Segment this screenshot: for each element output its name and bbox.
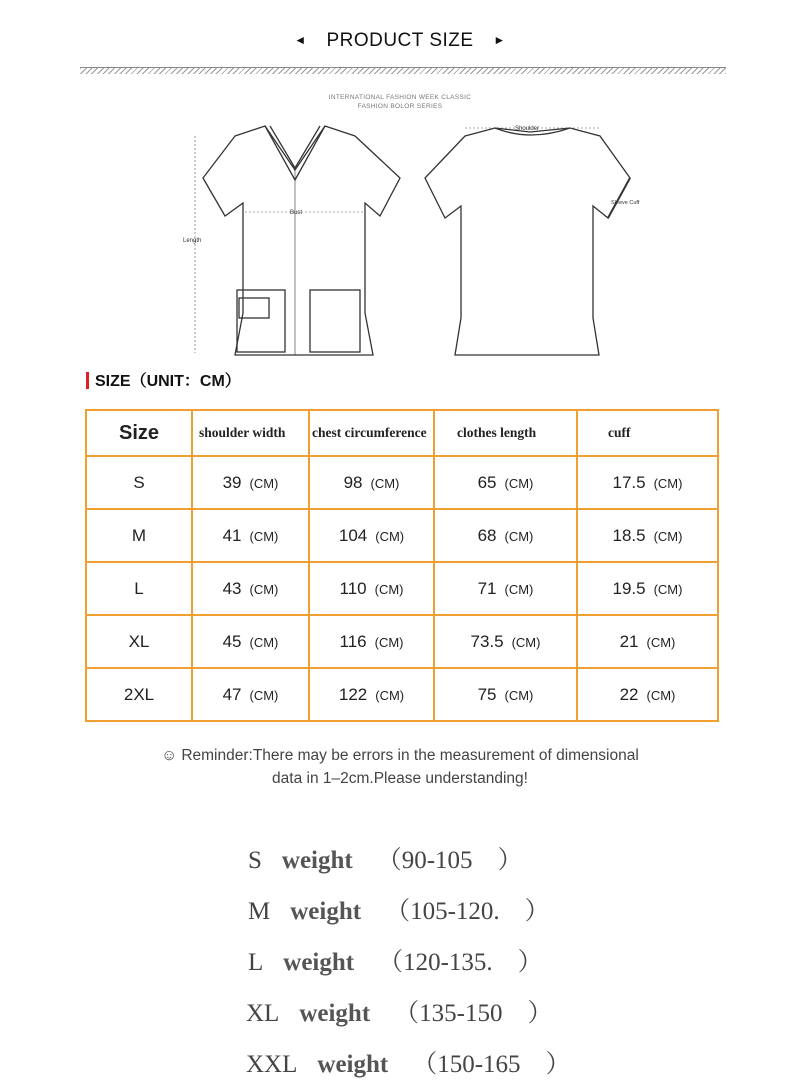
cuff-cell bbox=[577, 509, 718, 562]
header-chest-circumference: chest circumference bbox=[309, 410, 434, 456]
shoulder-width-cell bbox=[192, 509, 309, 562]
sleeve-cuff-label: Sleeve Cuff bbox=[611, 200, 640, 206]
weight-size: XL bbox=[246, 1000, 280, 1027]
chest-circumference-cell bbox=[309, 615, 434, 668]
smiley-icon: ☺ bbox=[161, 747, 178, 764]
red-marker bbox=[86, 372, 89, 389]
cuff-cell bbox=[577, 615, 718, 668]
weight-row bbox=[246, 993, 552, 1033]
measurement-value: 68 bbox=[477, 525, 497, 545]
weight-size: M bbox=[248, 898, 271, 925]
clothes-length-cell bbox=[434, 668, 577, 721]
header-cuff: cuff bbox=[577, 410, 718, 456]
weight-label: weight bbox=[290, 898, 362, 925]
header-shoulder-width: shoulder width bbox=[192, 410, 309, 456]
unit-label: (CM) bbox=[504, 687, 534, 703]
shoulder-width-cell bbox=[192, 562, 309, 615]
unit-label: (CM) bbox=[375, 528, 405, 544]
chest-circumference-cell bbox=[309, 456, 434, 509]
table-row bbox=[86, 668, 718, 721]
unit-label: (CM) bbox=[511, 634, 541, 650]
measurement-value: 47 bbox=[222, 684, 242, 704]
size-cell: S bbox=[86, 456, 192, 509]
size-cell: M bbox=[86, 509, 192, 562]
product-size-header bbox=[0, 30, 800, 52]
measurement-value: 65 bbox=[477, 472, 497, 492]
clothes-length-cell bbox=[434, 509, 577, 562]
table-row bbox=[86, 562, 718, 615]
unit-label: (CM) bbox=[374, 581, 404, 597]
shoulder-width-cell bbox=[192, 668, 309, 721]
measurement-value: 116 bbox=[339, 631, 367, 651]
weight-range: （105-120. ） bbox=[385, 898, 550, 925]
weight-size: XXL bbox=[246, 1051, 298, 1078]
measurement-value: 41 bbox=[222, 525, 242, 545]
chest-circumference-cell bbox=[309, 562, 434, 615]
weight-label: weight bbox=[281, 847, 353, 874]
measurement-value: 21 bbox=[619, 631, 639, 651]
measurement-value: 19.5 bbox=[612, 578, 646, 598]
weight-label: weight bbox=[299, 1000, 371, 1027]
unit-label: (CM) bbox=[375, 687, 405, 703]
page-title: PRODUCT SIZE bbox=[326, 30, 474, 51]
unit-label: (CM) bbox=[249, 634, 279, 650]
measurement-value: 22 bbox=[619, 684, 639, 704]
sketch-caption-line2: FASHION BOLOR SERIES bbox=[357, 103, 443, 110]
chest-circumference-cell bbox=[309, 668, 434, 721]
cuff-cell bbox=[577, 562, 718, 615]
unit-label: (CM) bbox=[504, 475, 534, 491]
clothes-length-cell bbox=[434, 615, 577, 668]
unit-label: (CM) bbox=[249, 528, 279, 544]
measurement-value: 43 bbox=[222, 578, 242, 598]
unit-label: (CM) bbox=[249, 581, 279, 597]
reminder-line1: Reminder:There may be errors in the measurement of dimensional bbox=[181, 747, 639, 764]
weight-range: （135-150 ） bbox=[394, 1000, 553, 1027]
measurement-value: 73.5 bbox=[470, 631, 504, 651]
size-section-title-text: SIZE（UNIT：CM） bbox=[95, 373, 241, 390]
sketch-caption-line1: INTERNATIONAL FASHION WEEK CLASSIC bbox=[328, 94, 472, 101]
measurement-value: 17.5 bbox=[612, 472, 646, 492]
weight-size: S bbox=[248, 847, 262, 874]
weight-row bbox=[248, 891, 550, 931]
weight-range: （90-105 ） bbox=[376, 847, 523, 874]
measurement-value: 71 bbox=[477, 578, 497, 598]
size-cell: L bbox=[86, 562, 192, 615]
measurement-value: 75 bbox=[477, 684, 497, 704]
back-view bbox=[425, 128, 630, 355]
weight-row bbox=[248, 942, 543, 982]
unit-label: (CM) bbox=[653, 528, 683, 544]
right-arrow-icon: ► bbox=[493, 33, 506, 47]
reminder-line2: data in 1–2cm.Please understanding! bbox=[272, 770, 528, 787]
table-row bbox=[86, 456, 718, 509]
size-cell: XL bbox=[86, 615, 192, 668]
bust-label: Bust bbox=[290, 210, 303, 216]
weight-row bbox=[248, 840, 523, 880]
garment-diagram bbox=[175, 118, 655, 363]
unit-label: (CM) bbox=[646, 687, 676, 703]
header-size: Size bbox=[86, 410, 192, 456]
unit-label: (CM) bbox=[646, 634, 676, 650]
cuff-cell bbox=[577, 456, 718, 509]
clothes-length-cell bbox=[434, 562, 577, 615]
unit-label: (CM) bbox=[653, 475, 683, 491]
table-row bbox=[86, 615, 718, 668]
size-table bbox=[85, 409, 719, 722]
weight-label: weight bbox=[283, 949, 355, 976]
weight-range: （120-135. ） bbox=[378, 949, 543, 976]
size-section-title bbox=[86, 368, 241, 391]
measurement-value: 122 bbox=[338, 684, 368, 704]
front-measure-lines bbox=[195, 136, 365, 353]
clothes-length-cell bbox=[434, 456, 577, 509]
header-clothes-length: clothes length bbox=[434, 410, 577, 456]
front-view bbox=[203, 126, 400, 355]
measurement-value: 104 bbox=[338, 525, 368, 545]
unit-label: (CM) bbox=[370, 475, 400, 491]
weight-size: L bbox=[248, 949, 264, 976]
unit-label: (CM) bbox=[249, 475, 279, 491]
chest-circumference-cell bbox=[309, 509, 434, 562]
hatched-divider bbox=[80, 68, 726, 74]
reminder-note bbox=[0, 744, 800, 790]
measurement-value: 98 bbox=[343, 472, 363, 492]
measurement-value: 110 bbox=[339, 578, 367, 598]
weight-label: weight bbox=[317, 1051, 389, 1078]
length-label: Length bbox=[183, 238, 202, 244]
unit-label: (CM) bbox=[374, 634, 404, 650]
measurement-value: 45 bbox=[222, 631, 242, 651]
weight-row bbox=[246, 1044, 571, 1084]
unit-label: (CM) bbox=[504, 528, 534, 544]
unit-label: (CM) bbox=[653, 581, 683, 597]
cuff-cell bbox=[577, 668, 718, 721]
unit-label: (CM) bbox=[504, 581, 534, 597]
shoulder-width-cell bbox=[192, 456, 309, 509]
size-cell: 2XL bbox=[86, 668, 192, 721]
left-arrow-icon: ◄ bbox=[294, 33, 307, 47]
shoulder-label: Shoulder bbox=[515, 126, 540, 132]
measurement-value: 39 bbox=[222, 472, 242, 492]
weight-range: （150-165 ） bbox=[412, 1051, 571, 1078]
unit-label: (CM) bbox=[249, 687, 279, 703]
measurement-value: 18.5 bbox=[612, 525, 646, 545]
shoulder-width-cell bbox=[192, 615, 309, 668]
table-row bbox=[86, 509, 718, 562]
